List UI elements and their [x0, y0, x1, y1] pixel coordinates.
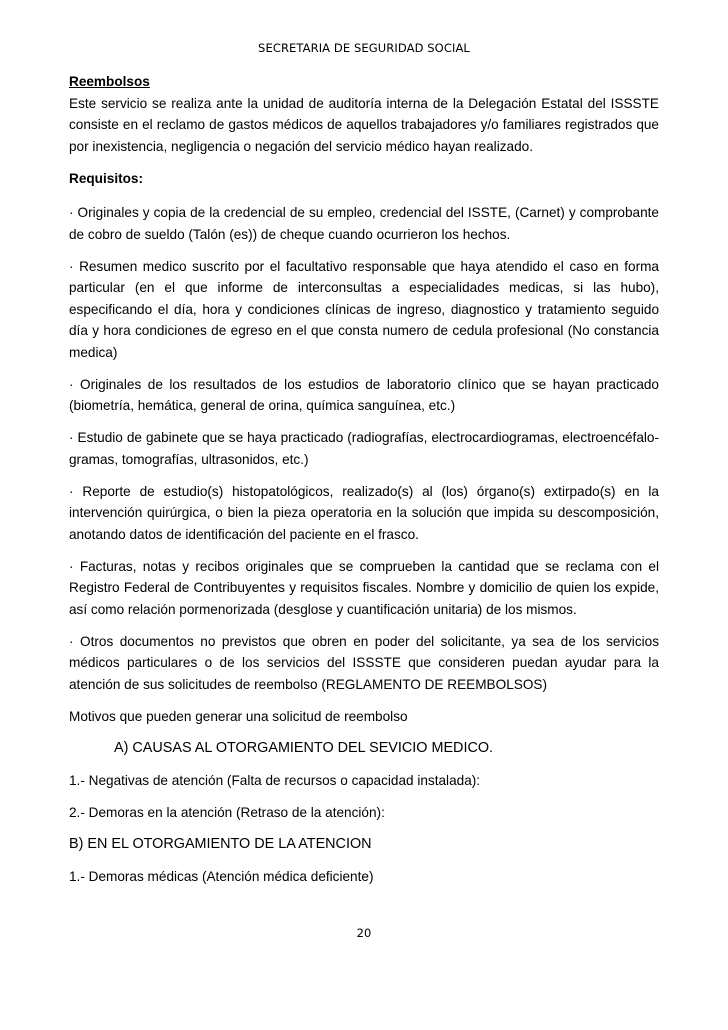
document-body: [69, 71, 659, 898]
section-b-heading: B) EN EL OTORGAMIENTO DE LA ATENCION: [69, 835, 372, 852]
requisito-item: · Originales de los resultados de los estudios de laboratorio clínico que se hayan practicado (biometría, hemática, general de orina, química sanguínea, etc.): [69, 376, 659, 413]
requisito-item: · Reporte de estudio(s) histopatológicos, realizado(s) al (los) órgano(s) extirpado(s) en la intervención quirúrgica, o bien la pieza operatoria en la solución que impida su descomposición, anotando datos de identificación del paciente en el frasco.: [69, 483, 659, 542]
item-b1: 1.- Demoras médicas (Atención médica deficiente): [69, 868, 374, 884]
requisito-item: · Otros documentos no previstos que obren en poder del solicitante, ya sea de los servicios médicos particulares o de los servicios del ISSSTE que consideren puedan ayudar para la atención de sus solicitudes de reembolso (REGLAMENTO DE REEMBOLSOS): [69, 633, 659, 692]
motivos-paragraph: Motivos que pueden generar una solicitud de reembolso: [69, 708, 408, 724]
requisito-item: · Originales y copia de la credencial de su empleo, credencial del ISSTE, (Carnet) y comprobante de cobro de sueldo (Talón (es)) de cheque cuando ocurrieron los hechos.: [69, 205, 659, 242]
section-a-heading: A) CAUSAS AL OTORGAMIENTO DEL SEVICIO MEDICO.: [114, 739, 494, 756]
page-header: SECRETARIA DE SEGURIDAD SOCIAL: [258, 41, 470, 55]
item-a1: 1.- Negativas de atención (Falta de recursos o capacidad instalada):: [69, 772, 481, 788]
requisito-item: · Resumen medico suscrito por el facultativo responsable que haya atendido el caso en forma particular (en el que informe de interconsultas a especialidades medicas, si las hubo), especificando el día, hora y condiciones clínicas de ingreso, diagnostico y tratamiento seguido día y hora condiciones de egreso en el que consta numero de cedula profesional (No constancia medica): [69, 258, 659, 360]
requisitos-heading: Requisitos:: [69, 170, 144, 186]
section-title: Reembolsos: [69, 74, 150, 89]
requisito-item: · Estudio de gabinete que se haya practicado (radiografías, electrocardiogramas, electroencéfalo-gramas, tomografías, ultrasonidos, etc.): [69, 430, 659, 467]
requisito-item: · Facturas, notas y recibos originales que se comprueben la cantidad que se reclama con el Registro Federal de Contribuyentes y requisitos fiscales. Nombre y domicilio de quien los expide, así como relación pormenorizada (desglose y cuantificación unitaria) de los mismos.: [69, 558, 659, 617]
intro-paragraph: Este servicio se realiza ante la unidad de auditoría interna de la Delegación Estatal del ISSSTE consiste en el reclamo de gastos médicos de aquellos trabajadores y/o familiares registrados que por inexistencia, negligencia o negación del servicio médico hayan realizado.: [69, 95, 659, 154]
item-a2: 2.- Demoras en la atención (Retraso de la atención):: [69, 804, 385, 820]
page-number: 20: [356, 926, 372, 940]
